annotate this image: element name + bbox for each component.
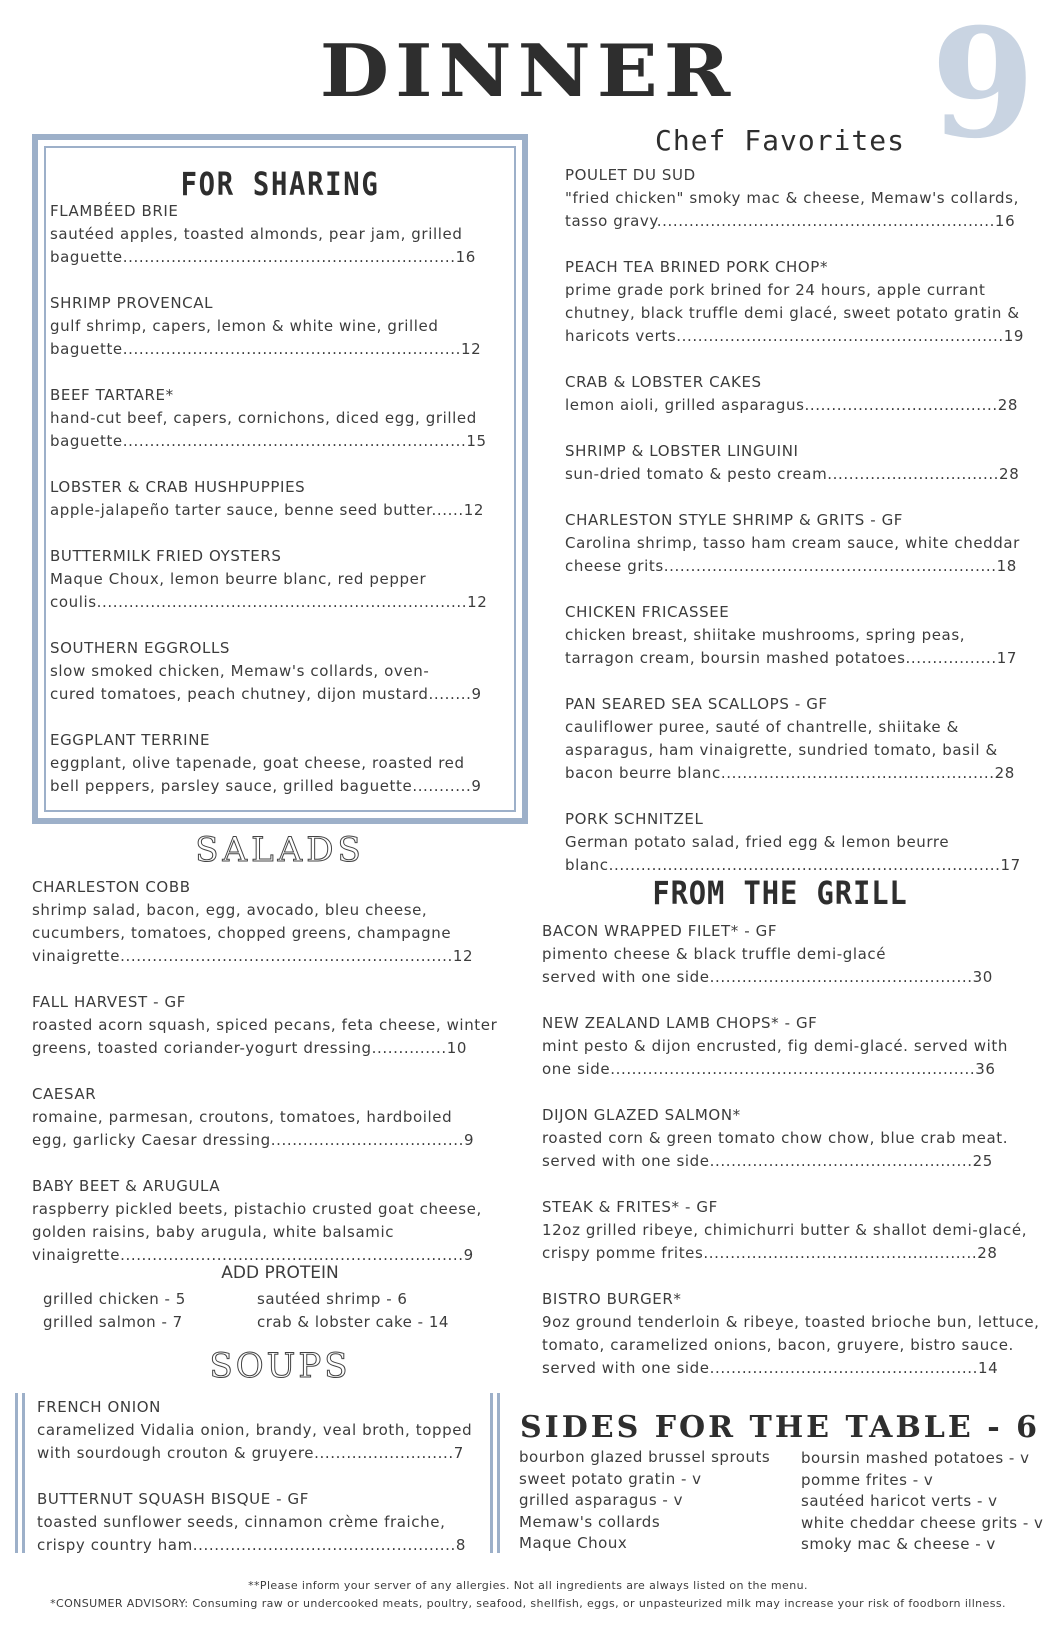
menu-item-name: NEW ZEALAND LAMB CHOPS* - GF: [542, 1014, 818, 1032]
chef-list: [565, 164, 1045, 900]
menu-item-name: PEACH TEA BRINED PORK CHOP*: [565, 258, 829, 276]
menu-item-description: chicken breast, shiitake mushrooms, spring peas, tarragon cream, boursin mashed potatoes.................17: [565, 626, 1018, 667]
soups-right-bars: [490, 1393, 500, 1553]
side-item: pomme frites - v: [801, 1470, 934, 1489]
menu-item-description: sautéed apples, toasted almonds, pear jam, grilled baguette..............................................................16: [50, 225, 476, 266]
side-item: white cheddar cheese grits - v: [801, 1513, 1044, 1532]
menu-item-description: toasted sunflower seeds, cinnamon crème fraiche, crispy country ham.................................................8: [37, 1513, 466, 1554]
side-item: smoky mac & cheese - v: [801, 1535, 996, 1553]
menu-item-name: CAESAR: [32, 1085, 97, 1103]
menu-item: [542, 1196, 1042, 1265]
protein-left: [43, 1288, 186, 1334]
menu-item: [565, 509, 1045, 578]
menu-item: [37, 1488, 487, 1557]
menu-item: [565, 256, 1045, 348]
menu-item-description: mint pesto & dijon encrusted, fig demi-glacé. served with one side....................................................................36: [542, 1037, 1008, 1078]
menu-item-description: roasted acorn squash, spiced pecans, feta cheese, winter greens, toasted coriander-yogurt dressing..............10: [32, 1016, 498, 1057]
grill-list: [542, 920, 1042, 1403]
menu-item: [565, 164, 1045, 233]
menu-item-name: DIJON GLAZED SALMON*: [542, 1106, 741, 1124]
menu-title: DINNER: [319, 28, 737, 114]
menu-item-name: BABY BEET & ARUGULA: [32, 1177, 221, 1195]
protein-option: sautéed shrimp - 6: [257, 1290, 408, 1308]
allergy-notice: **Please inform your server of any allergies. Not all ingredients are always listed on the menu.: [248, 1579, 808, 1592]
menu-item: [50, 729, 520, 798]
menu-item: [565, 808, 1045, 877]
protein-option: grilled chicken - 5: [43, 1290, 186, 1308]
menu-item: [32, 1175, 522, 1267]
menu-item-name: PORK SCHNITZEL: [565, 810, 704, 828]
grill-heading: FROM THE GRILL: [652, 874, 908, 912]
menu-item-name: CRAB & LOBSTER CAKES: [565, 373, 762, 391]
menu-item-name: FLAMBÉED BRIE: [50, 202, 179, 220]
menu-item: [565, 601, 1045, 670]
menu-item-description: eggplant, olive tapenade, goat cheese, roasted red bell peppers, parsley sauce, grilled baguette...........9: [50, 754, 482, 795]
menu-item-description: pimento cheese & black truffle demi-glacé served with one side.................................................30: [542, 945, 993, 986]
menu-item-name: BISTRO BURGER*: [542, 1290, 682, 1308]
chef-heading: Chef Favorites: [654, 124, 905, 157]
soups-list: [37, 1396, 487, 1580]
menu-item-name: BEEF TARTARE*: [50, 386, 174, 404]
consumer-advisory: *CONSUMER ADVISORY: Consuming raw or undercooked meats, poultry, seafood, shellfish, eggs, or unpasteurized milk may increase your risk of foodborn illness.: [50, 1597, 1006, 1610]
menu-item-description: Maque Choux, lemon beurre blanc, red pepper coulis.....................................................................12: [50, 570, 488, 611]
menu-item-name: BUTTERMILK FRIED OYSTERS: [50, 547, 282, 565]
protein-option: grilled salmon - 7: [43, 1313, 183, 1331]
protein-option: crab & lobster cake - 14: [257, 1313, 449, 1331]
salads-list: [32, 876, 522, 1290]
soups-left-bars: [15, 1393, 25, 1553]
menu-item-name: FRENCH ONION: [37, 1398, 161, 1416]
menu-item-name: POULET DU SUD: [565, 166, 696, 184]
add-protein-heading: ADD PROTEIN: [221, 1263, 339, 1283]
side-item: Memaw's collards: [519, 1512, 661, 1531]
menu-item: [50, 200, 520, 269]
menu-item-name: BACON WRAPPED FILET* - GF: [542, 922, 778, 940]
sharing-list: [50, 200, 520, 821]
menu-item-description: hand-cut beef, capers, cornichons, diced egg, grilled baguette................................................................15: [50, 409, 487, 450]
sides-right: [801, 1448, 1043, 1556]
menu-item-description: sun-dried tomato & pesto cream................................28: [565, 465, 1020, 483]
side-item: bourbon glazed brussel sprouts: [519, 1448, 771, 1466]
sides-left: [519, 1447, 770, 1555]
menu-item-description: gulf shrimp, capers, lemon & white wine, grilled baguette...............................................................12: [50, 317, 482, 358]
menu-item-name: CHARLESTON COBB: [32, 878, 191, 896]
menu-item-name: BUTTERNUT SQUASH BISQUE - GF: [37, 1490, 309, 1508]
protein-right: [257, 1288, 449, 1334]
menu-item-description: roasted corn & green tomato chow chow, blue crab meat. served with one side.................................................25: [542, 1129, 1009, 1170]
menu-item: [50, 292, 520, 361]
menu-item-description: slow smoked chicken, Memaw's collards, oven- cured tomatoes, peach chutney, dijon mustard........9: [50, 662, 482, 703]
menu-item: [50, 545, 520, 614]
menu-item-description: cauliflower puree, sauté of chantrelle, shiitake & asparagus, ham vinaigrette, sundried tomato, basil & bacon beurre blanc...................................................28: [565, 718, 1015, 782]
menu-item-name: LOBSTER & CRAB HUSHPUPPIES: [50, 478, 306, 496]
menu-item: [542, 1104, 1042, 1173]
menu-item: [565, 371, 1045, 417]
menu-item: [32, 876, 522, 968]
menu-item-description: 12oz grilled ribeye, chimichurri butter & shallot demi-glacé, crispy pomme frites...................................................28: [542, 1221, 1028, 1262]
menu-item: [50, 476, 520, 522]
menu-item-name: EGGPLANT TERRINE: [50, 731, 211, 749]
menu-item: [50, 637, 520, 706]
menu-item-name: SHRIMP & LOBSTER LINGUINI: [565, 442, 799, 460]
side-item: sweet potato gratin - v: [519, 1469, 702, 1488]
menu-item: [50, 384, 520, 453]
menu-item-description: lemon aioli, grilled asparagus....................................28: [565, 396, 1019, 414]
menu-item-description: raspberry pickled beets, pistachio crusted goat cheese, golden raisins, baby arugula, white balsamic vinaigrette................................................................9: [32, 1200, 482, 1264]
menu-item-description: 9oz ground tenderloin & ribeye, toasted brioche bun, lettuce, tomato, caramelized onions, bacon, gruyere, bistro sauce. served with one side..................................................14: [542, 1313, 1040, 1377]
side-item: grilled asparagus - v: [519, 1491, 683, 1509]
menu-item: [32, 1083, 522, 1152]
menu-item-name: SHRIMP PROVENCAL: [50, 294, 214, 312]
sides-heading: SIDES FOR THE TABLE - 6: [520, 1410, 1040, 1445]
soups-heading: SOUPS: [209, 1346, 351, 1386]
menu-item: [565, 693, 1045, 785]
sharing-heading: FOR SHARING: [180, 165, 380, 203]
menu-item-name: CHARLESTON STYLE SHRIMP & GRITS - GF: [565, 511, 904, 529]
menu-item: [32, 991, 522, 1060]
menu-item-name: STEAK & FRITES* - GF: [542, 1198, 718, 1216]
side-item: boursin mashed potatoes - v: [801, 1449, 1030, 1467]
logo-number: 9: [930, 18, 1036, 158]
menu-item-description: prime grade pork brined for 24 hours, apple currant chutney, black truffle demi glacé, sweet potato gratin & haricots verts.............................................................19: [565, 281, 1025, 345]
menu-item-description: caramelized Vidalia onion, brandy, veal broth, topped with sourdough crouton & gruyere..........................7: [37, 1421, 473, 1462]
menu-item: [542, 1012, 1042, 1081]
side-item: Maque Choux: [519, 1534, 628, 1552]
menu-item: [542, 1288, 1042, 1380]
menu-item-description: German potato salad, fried egg & lemon beurre blanc.........................................................................17: [565, 833, 1021, 874]
menu-item-description: apple-jalapeño tarter sauce, benne seed butter......12: [50, 501, 485, 519]
salads-heading: SALADS: [195, 830, 365, 870]
menu-item-name: PAN SEARED SEA SCALLOPS - GF: [565, 695, 828, 713]
menu-item-name: FALL HARVEST - GF: [32, 993, 186, 1011]
menu-item-description: "fried chicken" smoky mac & cheese, Memaw's collards, tasso gravy...............................................................16: [565, 189, 1019, 230]
side-item: sautéed haricot verts - v: [801, 1492, 998, 1510]
menu-item: [565, 440, 1045, 486]
menu-item-description: shrimp salad, bacon, egg, avocado, bleu cheese, cucumbers, tomatoes, chopped greens, champagne vinaigrette..............................................................12: [32, 901, 474, 965]
menu-item-description: Carolina shrimp, tasso ham cream sauce, white cheddar cheese grits..............................................................18: [565, 534, 1020, 575]
menu-item-name: SOUTHERN EGGROLLS: [50, 639, 231, 657]
menu-item-name: CHICKEN FRICASSEE: [565, 603, 730, 621]
menu-item: [37, 1396, 487, 1465]
menu-item: [542, 920, 1042, 989]
menu-item-description: romaine, parmesan, croutons, tomatoes, hardboiled egg, garlicky Caesar dressing....................................9: [32, 1108, 475, 1149]
